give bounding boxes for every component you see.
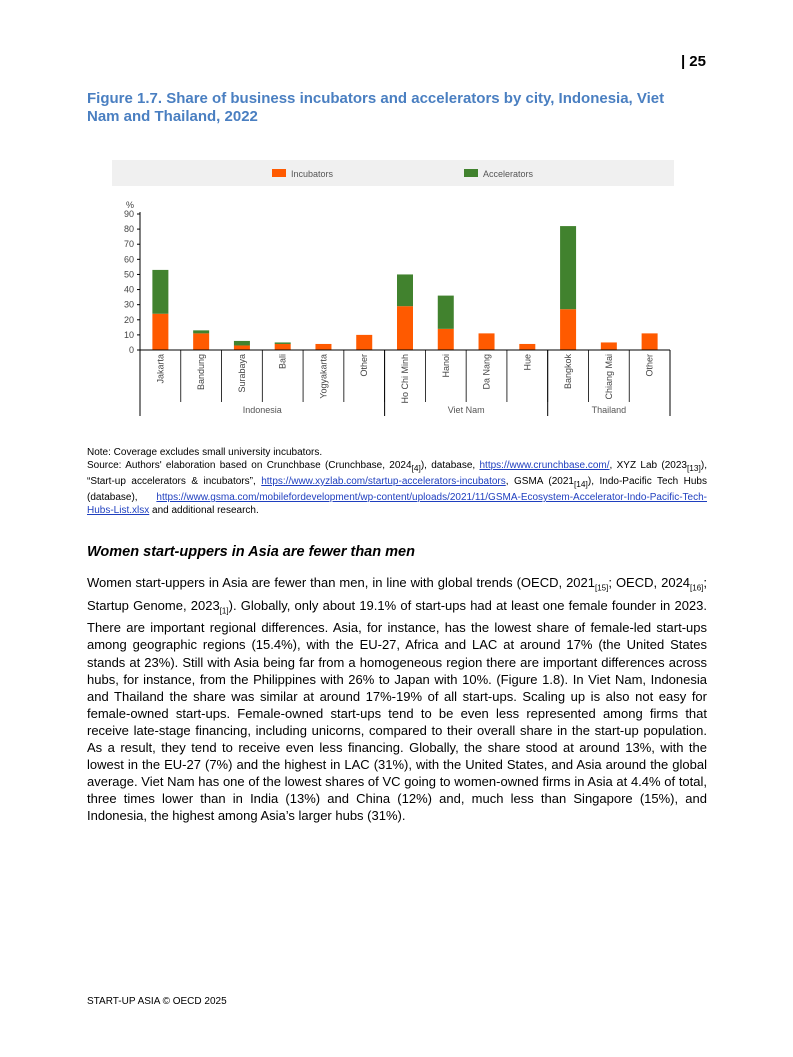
group-label: Viet Nam — [447, 405, 485, 415]
x-tick-label: Da Nang — [481, 354, 492, 390]
bar-incubators — [152, 314, 168, 350]
bar-accelerators — [438, 296, 454, 329]
y-tick-label: 70 — [123, 239, 134, 250]
gsma-link[interactable]: https://www.gsma.com/mobilefordevelopment/wp-content/uploads/2021/11/GSMA-Ecosystem-Accelerator-Indo-Pacific-Tech-Hubs-List.xlsx — [87, 492, 707, 516]
chart-svg — [112, 160, 674, 418]
x-tick-label: Hue — [522, 354, 533, 371]
figure-title: Figure 1.7. Share of business incubators and accelerators by city, Indonesia, Viet Nam and Thailand, 2022 — [87, 90, 665, 125]
x-tick-label: Yogyakarta — [318, 354, 329, 399]
bar-accelerators — [234, 341, 250, 346]
legend-label-incubators: Incubators — [291, 169, 334, 179]
bar-incubators — [193, 333, 209, 350]
bar-incubators — [234, 345, 250, 350]
legend-band — [112, 160, 674, 186]
group-label: Thailand — [591, 405, 627, 415]
bar-incubators — [560, 309, 576, 350]
x-tick-label: Surabaya — [236, 354, 247, 393]
bar-accelerators — [275, 342, 291, 344]
bar-incubators — [519, 344, 535, 350]
y-tick-label: 50 — [123, 269, 134, 280]
legend-swatch-incubators — [272, 169, 286, 177]
y-tick-label: 20 — [123, 314, 134, 325]
bar-incubators — [601, 342, 617, 350]
y-tick-label: 40 — [123, 284, 134, 295]
bar-accelerators — [560, 226, 576, 309]
bar-accelerators — [397, 274, 413, 306]
x-tick-label: Other — [359, 354, 370, 377]
body-paragraph: Women start-uppers in Asia are fewer than men, in line with global trends (OECD, $2021_{[15]}$; OECD, $2024_{[16]}$; Startup Genome, $2023_{[1]}$). Globally, only about 19.1% of start-ups had at least one female founder in 2023. There are important regional differences. Asia, for instance, has the lowest share of female-led start-ups among geographic regions (15.4%), with the EU-27, Africa and LAC at around 17% (the United States stands at 23%). Still with Asia being far from a homogeneous region there are important differences across hubs, for instance, from the Philippines with 26% to Japan with 10%. (Figure 1.8). In Viet Nam, Indonesia and Thailand the share was similar at around 17%-19% of all start-ups. Scaling up is also not easy for female-owned start-ups. Female-owned start-ups tend to be even less represented among firms that receive late-stage financing, including unicorns, compared to their overall share in the start-up population. As a result, they tend to receive even less financing. Globally, the share stood at around 13%, with the lowest in the EU-27 (7%) and the highest in LAC (31%), with the United States, and Asia around the global average. Viet Nam has one of the lowest shares of VC going to women-owned firms in Asia at 4.4% of total, three times lower than in India (13%) and China (12%) and, much less than Singapore (15%), and Indonesia, the highest among Asia’s larger hubs (31%). — [87, 575, 708, 824]
page-number: | 25 — [680, 53, 706, 70]
y-tick-label: 90 — [123, 209, 134, 219]
bar-incubators — [356, 335, 372, 350]
bar-chart — [112, 160, 674, 423]
y-axis-label: % — [126, 200, 135, 210]
bar-incubators — [275, 344, 291, 350]
x-tick-label: Hanoi — [440, 354, 451, 378]
figure-note — [87, 446, 707, 517]
note-coverage: Note: Coverage excludes small university incubators. — [87, 447, 323, 458]
group-label: Indonesia — [242, 405, 282, 415]
y-tick-label: 30 — [123, 299, 134, 310]
footer: START-UP ASIA © OECD 2025 — [87, 996, 227, 1007]
bar-incubators — [642, 333, 658, 350]
bar-accelerators — [193, 330, 209, 333]
bar-incubators — [315, 344, 331, 350]
bar-incubators — [397, 306, 413, 350]
note-source: Source: Authors' elaboration based on Crunchbase (Crunchbase, $2024_{[4]}$), database, https://www.crunchbase.com/, XYZ Lab $(2023_{[13]})$, “Start-up accelerators & incubators”, https://www.xyzlab.com/startup-accelerators-incubators, GSMA $(2021_{[14]})$, Indo-Pacific Tech Hubs (database), https://www.gsma.com/mobilefordevelopment/wp-content/uploads/2021/11/GSMA-Ecosystem-Accelerator-Indo-Pacific-Tech-Hubs-List.xlsx and additional research. — [87, 460, 707, 516]
x-tick-label: Bangkok — [563, 354, 574, 390]
bar-incubators — [438, 329, 454, 350]
legend-label-accelerators: Accelerators — [483, 169, 534, 179]
y-tick-label: 10 — [123, 329, 134, 340]
section-heading: Women start-uppers in Asia are fewer than men — [87, 544, 415, 560]
bar-accelerators — [152, 270, 168, 314]
y-tick-label: 80 — [123, 224, 134, 235]
x-tick-label: Ho Chi Minh — [400, 354, 410, 404]
y-tick-label: 60 — [123, 254, 134, 265]
bar-incubators — [479, 333, 495, 350]
x-tick-label: Chiang Mai — [603, 354, 614, 400]
x-tick-label: Bandung — [196, 354, 207, 391]
y-tick-label: 0 — [128, 345, 134, 355]
x-tick-label: Jakarta — [155, 354, 166, 384]
x-tick-label: Other — [644, 354, 655, 377]
crunchbase-link[interactable]: https://www.crunchbase.com/ — [479, 460, 610, 471]
xyzlab-link[interactable]: https://www.xyzlab.com/startup-accelerators-incubators — [261, 476, 506, 487]
x-tick-label: Bali — [277, 354, 288, 370]
legend-swatch-accelerators — [464, 169, 478, 177]
